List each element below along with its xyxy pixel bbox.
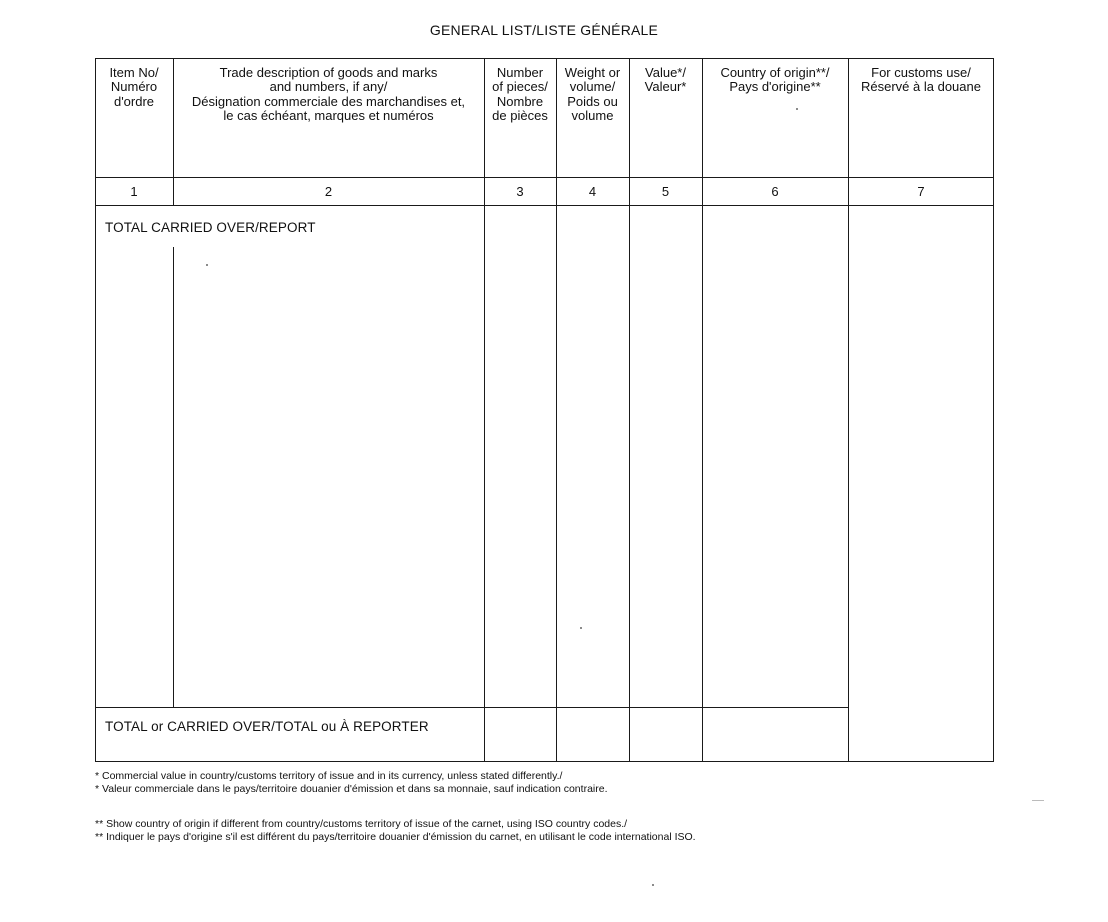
header-item-no: Item No/ Numéro d'ordre [109, 65, 159, 109]
col-number-7: 7 [917, 184, 925, 199]
col-sep-4 [629, 58, 630, 762]
footnote-value-fr: * Valeur commerciale dans le pays/territoire douanier d'émission et dans sa monnaie, sauf indication contraire. [95, 782, 608, 795]
col-sep-2 [484, 58, 485, 762]
scan-speck [796, 108, 798, 110]
border-top [95, 58, 994, 59]
header-customs-use: For customs use/ Réservé à la douane [861, 65, 981, 95]
col-number-5: 5 [661, 184, 670, 199]
header-number-pieces: Number of pieces/ Nombre de pièces [492, 65, 548, 124]
scan-speck [652, 884, 654, 886]
form-title: GENERAL LIST/LISTE GÉNÉRALE [429, 22, 659, 38]
col-number-2: 2 [324, 184, 333, 199]
col-number-3: 3 [516, 184, 524, 199]
footnote-value-en: * Commercial value in country/customs territory of issue and in its currency, unless stated differently./ [95, 770, 563, 782]
header-divider [95, 177, 994, 178]
col-number-6: 6 [771, 184, 779, 199]
total-row-divider [95, 707, 849, 708]
footnote-origin [95, 818, 696, 843]
header-weight-volume: Weight or volume/ Poids ou volume [564, 65, 621, 124]
col-number-1: 1 [130, 184, 138, 199]
footnote-origin-en: ** Show country of origin if different from country/customs territory of issue of the carnet, using ISO country codes./ [95, 818, 628, 830]
number-row-divider [95, 205, 994, 206]
footnote-origin-fr: ** Indiquer le pays d'origine s'il est différent du pays/territoire douanier d'émission du carnet, en utilisant le code international ISO. [95, 830, 696, 843]
border-right [993, 58, 994, 762]
header-value: Value*/ Valeur* [644, 65, 687, 95]
scan-speck [206, 264, 208, 266]
total-carried-over-label: TOTAL CARRIED OVER/REPORT [105, 220, 316, 235]
footnote-value [95, 770, 608, 795]
scan-mark [1032, 800, 1044, 801]
header-trade-description: Trade description of goods and marks and numbers, if any/ Désignation commerciale des marchandises et, le cas échéant, marques et numéros [191, 65, 466, 124]
col-sep-6 [848, 58, 849, 762]
scan-speck [580, 627, 582, 629]
col-sep-3 [556, 58, 557, 762]
border-left [95, 58, 96, 762]
header-country-origin: Country of origin**/ Pays d'origine** [720, 65, 830, 95]
col-number-4: 4 [588, 184, 597, 199]
body-sep-item [173, 247, 174, 708]
total-or-carried-over-label: TOTAL or CARRIED OVER/TOTAL ou À REPORTER [105, 719, 429, 734]
general-list-table [95, 58, 994, 762]
border-bottom [95, 761, 994, 762]
col-sep-5 [702, 58, 703, 762]
